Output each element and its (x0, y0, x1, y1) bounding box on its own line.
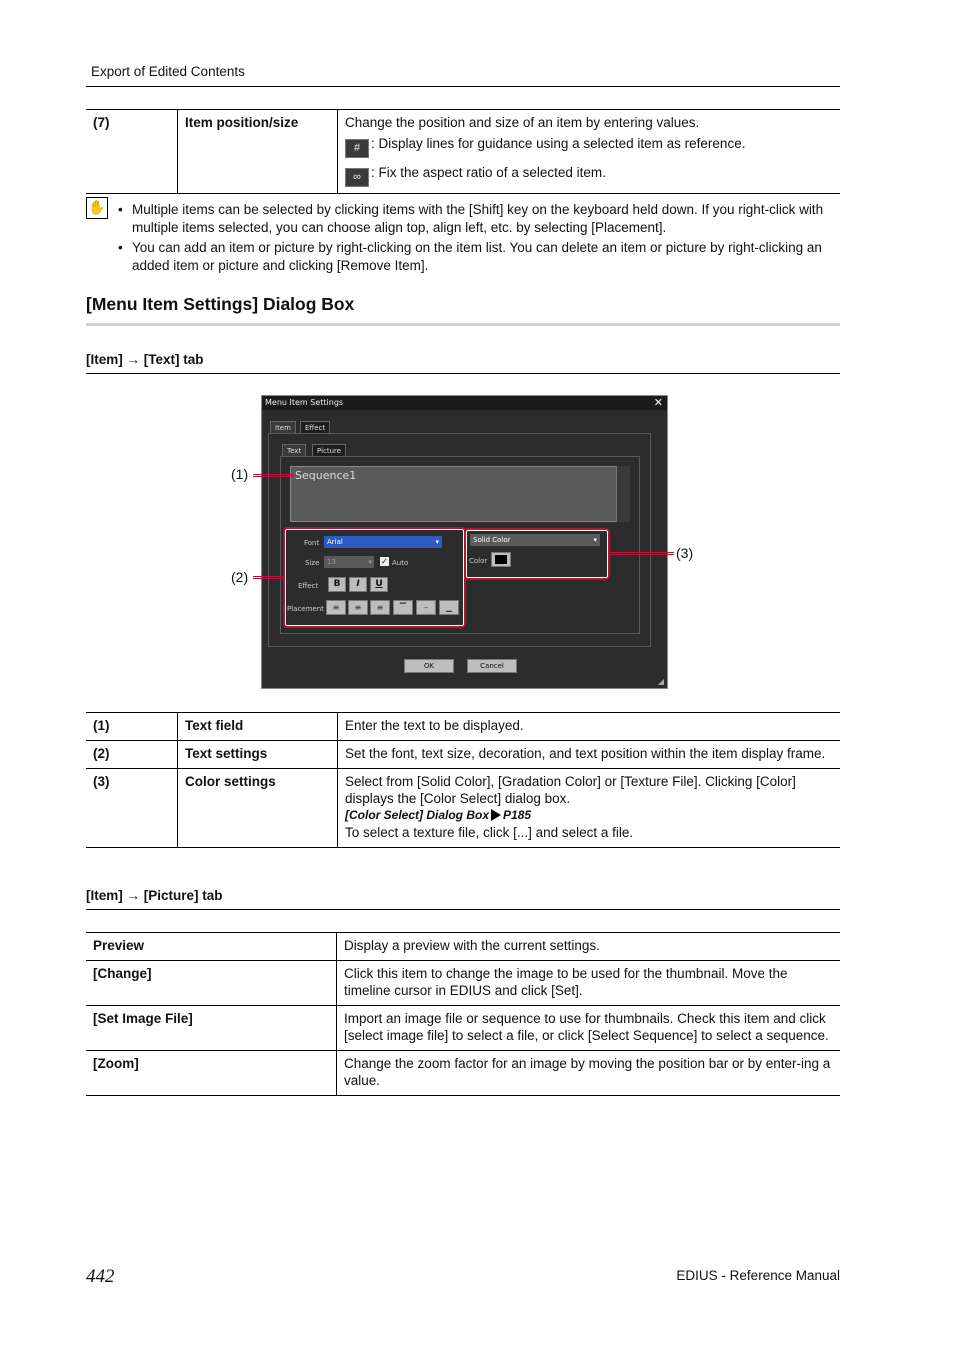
table-row: [Set Image File] Import an image file or sequence to use for thumbnails. Check this item and click [select image file] to select a file, or click [Select Sequence] to select a sequence. (86, 1006, 840, 1051)
list-item: • You can add an item or picture by right-clicking on the item list. You can delete an item or picture by right-clicking an added item or picture and clicking [Remove Item]. (112, 239, 842, 274)
callout-leader-1 (253, 474, 293, 477)
tab-picture[interactable]: Picture (312, 444, 346, 456)
italic-button[interactable]: I (349, 577, 367, 592)
link-aspect-icon: ∞ (345, 168, 369, 187)
item-position-table (86, 109, 840, 194)
table-row: Preview Display a preview with the current settings. (86, 933, 840, 961)
callout-1: (1) (231, 466, 249, 482)
text-scrollbar[interactable] (616, 466, 630, 522)
color-label: Color (469, 557, 488, 565)
align-top-icon[interactable]: ▔ (393, 600, 413, 615)
grid-guide-icon: # (345, 139, 369, 158)
list-item: • Multiple items can be selected by clicking items with the [Shift] key on the keyboard held down. If you right-click with multiple items selected, you can choose align top, align left, etc. by selecting [Placement]. (112, 201, 842, 236)
ok-button[interactable]: OK (404, 659, 454, 673)
auto-checkbox[interactable]: ✓ (381, 557, 388, 566)
tab-item[interactable]: Item (270, 421, 296, 433)
menu-item-settings-dialog (261, 395, 668, 689)
picture-tab-table (86, 932, 840, 1096)
underline-button[interactable]: U (370, 577, 388, 592)
close-icon[interactable]: ✕ (653, 396, 663, 409)
align-left-icon[interactable]: ≡ (326, 600, 346, 615)
callout-leader-3 (608, 552, 674, 555)
tab-effect[interactable]: Effect (300, 421, 330, 433)
hand-icon: ✋ (86, 197, 108, 219)
align-middle-icon[interactable]: – (416, 600, 436, 615)
cross-reference-link[interactable]: [Color Select] Dialog Box P185 (345, 808, 532, 822)
font-select[interactable]: Arial ▾ (324, 536, 442, 548)
resize-grip-icon[interactable]: ◢ (657, 677, 664, 686)
placement-label: Placement (287, 605, 324, 613)
chevron-down-icon: ▾ (368, 558, 372, 566)
callout-2: (2) (231, 569, 249, 585)
section-rule (86, 323, 840, 326)
notes-list (112, 201, 842, 277)
chevron-down-icon: ▾ (435, 538, 439, 546)
row-name: Item position/size (178, 110, 338, 194)
size-label: Size (305, 559, 320, 567)
text-tab-heading: [Item] → [Text] tab (86, 352, 204, 367)
color-mode-select[interactable]: Solid Color ▾ (470, 534, 600, 546)
table-row: (1) Text field Enter the text to be displayed. (86, 713, 840, 741)
dialog-titlebar: Menu Item Settings ✕ (262, 396, 667, 410)
row-desc: Change the position and size of an item by entering values. # : Display lines for guidance using a selected item as reference. ∞ : Fix the aspect ratio of a selected item. (338, 110, 841, 194)
align-bottom-icon[interactable]: ▁ (439, 600, 459, 615)
page-number: 442 (86, 1266, 115, 1287)
font-label: Font (304, 539, 320, 547)
arrow-right-icon (491, 809, 501, 821)
subhead-rule (86, 909, 840, 910)
text-field[interactable]: Sequence1 (290, 466, 630, 522)
bold-button[interactable]: B (328, 577, 346, 592)
callout-box-text-settings (283, 527, 466, 628)
auto-label: Auto (392, 559, 409, 567)
table-row (86, 110, 840, 194)
row-number: (7) (86, 110, 178, 194)
running-header: Export of Edited Contents (91, 64, 245, 79)
align-center-icon[interactable]: ≡ (348, 600, 368, 615)
picture-tab-heading: [Item] → [Picture] tab (86, 888, 223, 903)
size-select[interactable]: 13 ▾ (324, 556, 374, 568)
table-row: (2) Text settings Set the font, text size, decoration, and text position within the item display frame. (86, 741, 840, 769)
manual-title: EDIUS - Reference Manual (676, 1268, 840, 1283)
header-rule (86, 86, 840, 87)
table-row: (3) Color settings Select from [Solid Color], [Gradation Color] or [Texture File]. Clicking [Color] displays the [Color Select] dialog box. [Color Select] Dialog Box P185 To select a texture file, click [...] and select a file. (86, 769, 840, 848)
section-title: [Menu Item Settings] Dialog Box (86, 294, 355, 314)
callout-3: (3) (676, 545, 694, 561)
callout-leader-2 (253, 576, 285, 579)
subhead-rule (86, 373, 840, 374)
align-right-icon[interactable]: ≡ (370, 600, 390, 615)
effect-label: Effect (298, 582, 319, 590)
chevron-down-icon: ▾ (593, 536, 597, 544)
text-tab-table (86, 712, 840, 848)
table-row: [Zoom] Change the zoom factor for an image by moving the position bar or by enter-ing a value. (86, 1051, 840, 1096)
tab-text[interactable]: Text (282, 444, 306, 456)
cancel-button[interactable]: Cancel (467, 659, 517, 673)
table-row: [Change] Click this item to change the image to be used for the thumbnail. Move the timeline cursor in EDIUS and click [Set]. (86, 961, 840, 1006)
callout-box-color-settings (464, 528, 610, 580)
